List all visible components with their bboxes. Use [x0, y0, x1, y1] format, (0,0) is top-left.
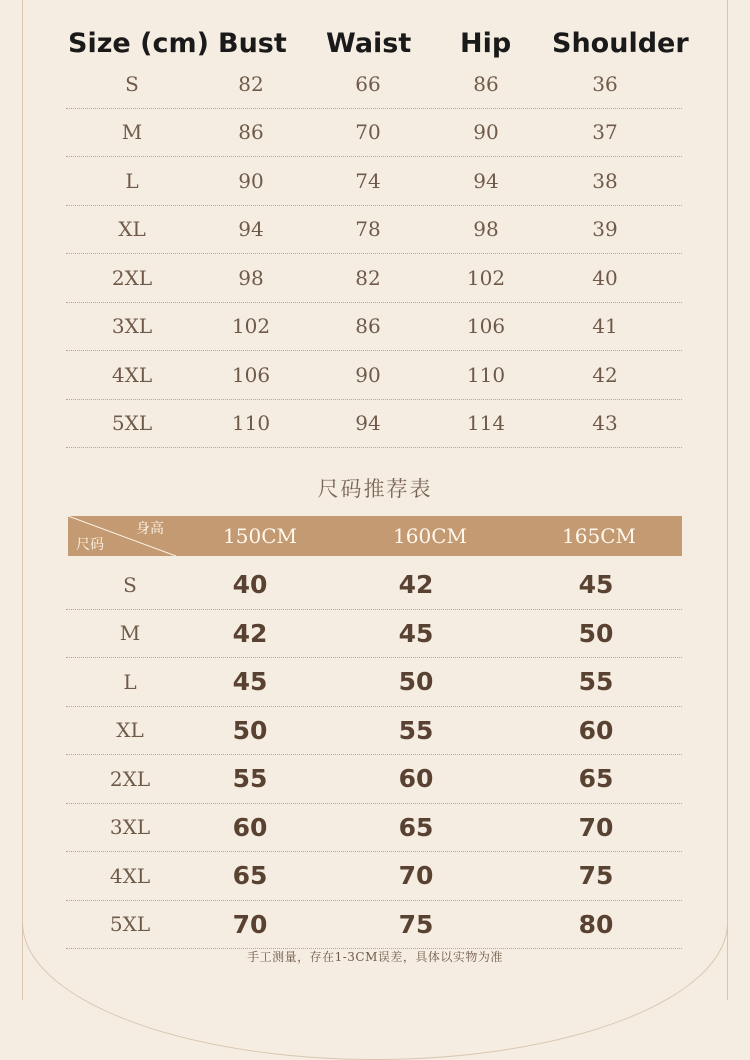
weight-cell: 60 [232, 812, 268, 842]
size-cell: 2XL [111, 265, 153, 290]
header-shoulder: Shoulder [552, 28, 689, 59]
shoulder-cell: 36 [592, 71, 618, 96]
table-row [66, 852, 682, 901]
size-cell: M [119, 621, 141, 646]
waist-cell: 74 [355, 168, 381, 193]
table-row [66, 707, 682, 756]
table-row [66, 610, 682, 659]
header-hip: Hip [460, 28, 512, 59]
table-row [66, 400, 682, 449]
weight-cell: 45 [578, 570, 614, 600]
table-row [66, 109, 682, 158]
hip-cell: 110 [466, 362, 506, 387]
weight-cell: 50 [398, 667, 434, 697]
bust-cell: 110 [231, 411, 271, 436]
size-cell: S [123, 572, 137, 597]
corner-label-height: 身高 [136, 521, 164, 537]
size-cell: 3XL [111, 314, 153, 339]
weight-cell: 45 [398, 618, 434, 648]
table-row [66, 254, 682, 303]
size-cell: 2XL [109, 766, 151, 791]
weight-cell: 45 [232, 667, 268, 697]
table-row [66, 60, 682, 109]
shoulder-cell: 41 [592, 314, 618, 339]
weight-cell: 55 [232, 764, 268, 794]
size-cell: 4XL [109, 863, 151, 888]
header-waist: Waist [326, 28, 412, 59]
table-row [66, 206, 682, 255]
waist-cell: 70 [355, 120, 381, 145]
weight-cell: 55 [398, 715, 434, 745]
size-cell: XL [118, 217, 146, 242]
size-cell: 4XL [111, 362, 153, 387]
bust-cell: 94 [238, 217, 264, 242]
corner-cell [68, 516, 176, 556]
bust-cell: 106 [231, 362, 271, 387]
table-row [66, 303, 682, 352]
weight-cell: 70 [398, 861, 434, 891]
table-row [66, 901, 682, 950]
hip-cell: 98 [473, 217, 499, 242]
weight-cell: 55 [578, 667, 614, 697]
weight-cell: 70 [578, 812, 614, 842]
size-table-body [66, 60, 682, 448]
recommendation-table-header [68, 516, 682, 556]
waist-cell: 86 [355, 314, 381, 339]
measurement-note: 手工测量，存在1-3CM误差，具体以实物为准 [247, 950, 503, 964]
shoulder-cell: 43 [592, 411, 618, 436]
size-cell: L [125, 168, 139, 193]
size-cell: 5XL [109, 912, 151, 937]
table-row [66, 157, 682, 206]
hip-cell: 86 [473, 71, 499, 96]
bust-cell: 98 [238, 265, 264, 290]
bust-cell: 102 [231, 314, 271, 339]
corner-label-size: 尺码 [76, 537, 104, 553]
shoulder-cell: 39 [592, 217, 618, 242]
weight-cell: 42 [232, 618, 268, 648]
waist-cell: 94 [355, 411, 381, 436]
recommendation-table-body [66, 561, 682, 949]
size-cell: XL [116, 718, 144, 743]
size-cell: S [125, 71, 139, 96]
weight-cell: 75 [398, 909, 434, 939]
hip-cell: 114 [466, 411, 506, 436]
size-cell: 5XL [111, 411, 153, 436]
header-165cm: 165CM [562, 524, 636, 548]
size-cell: 3XL [109, 815, 151, 840]
weight-cell: 65 [398, 812, 434, 842]
shoulder-cell: 40 [592, 265, 618, 290]
waist-cell: 90 [355, 362, 381, 387]
waist-cell: 78 [355, 217, 381, 242]
weight-cell: 50 [232, 715, 268, 745]
weight-cell: 65 [232, 861, 268, 891]
weight-cell: 80 [578, 909, 614, 939]
header-160cm: 160CM [393, 524, 467, 548]
header-bust: Bust [218, 28, 287, 59]
weight-cell: 65 [578, 764, 614, 794]
weight-cell: 42 [398, 570, 434, 600]
size-cell: L [123, 669, 137, 694]
weight-cell: 40 [232, 570, 268, 600]
bust-cell: 82 [238, 71, 264, 96]
hip-cell: 94 [473, 168, 499, 193]
weight-cell: 50 [578, 618, 614, 648]
weight-cell: 60 [578, 715, 614, 745]
header-150cm: 150CM [223, 524, 297, 548]
bust-cell: 86 [238, 120, 264, 145]
hip-cell: 102 [466, 265, 506, 290]
shoulder-cell: 37 [592, 120, 618, 145]
weight-cell: 75 [578, 861, 614, 891]
table-row [66, 755, 682, 804]
table-row [66, 561, 682, 610]
table-row [66, 351, 682, 400]
bust-cell: 90 [238, 168, 264, 193]
weight-cell: 70 [232, 909, 268, 939]
table-row [66, 804, 682, 853]
shoulder-cell: 42 [592, 362, 618, 387]
recommendation-table-title: 尺码推荐表 [317, 477, 433, 501]
hip-cell: 90 [473, 120, 499, 145]
shoulder-cell: 38 [592, 168, 618, 193]
hip-cell: 106 [466, 314, 506, 339]
size-cell: M [121, 120, 143, 145]
table-row [66, 658, 682, 707]
waist-cell: 82 [355, 265, 381, 290]
weight-cell: 60 [398, 764, 434, 794]
waist-cell: 66 [355, 71, 381, 96]
header-size: Size (cm) [68, 28, 209, 59]
